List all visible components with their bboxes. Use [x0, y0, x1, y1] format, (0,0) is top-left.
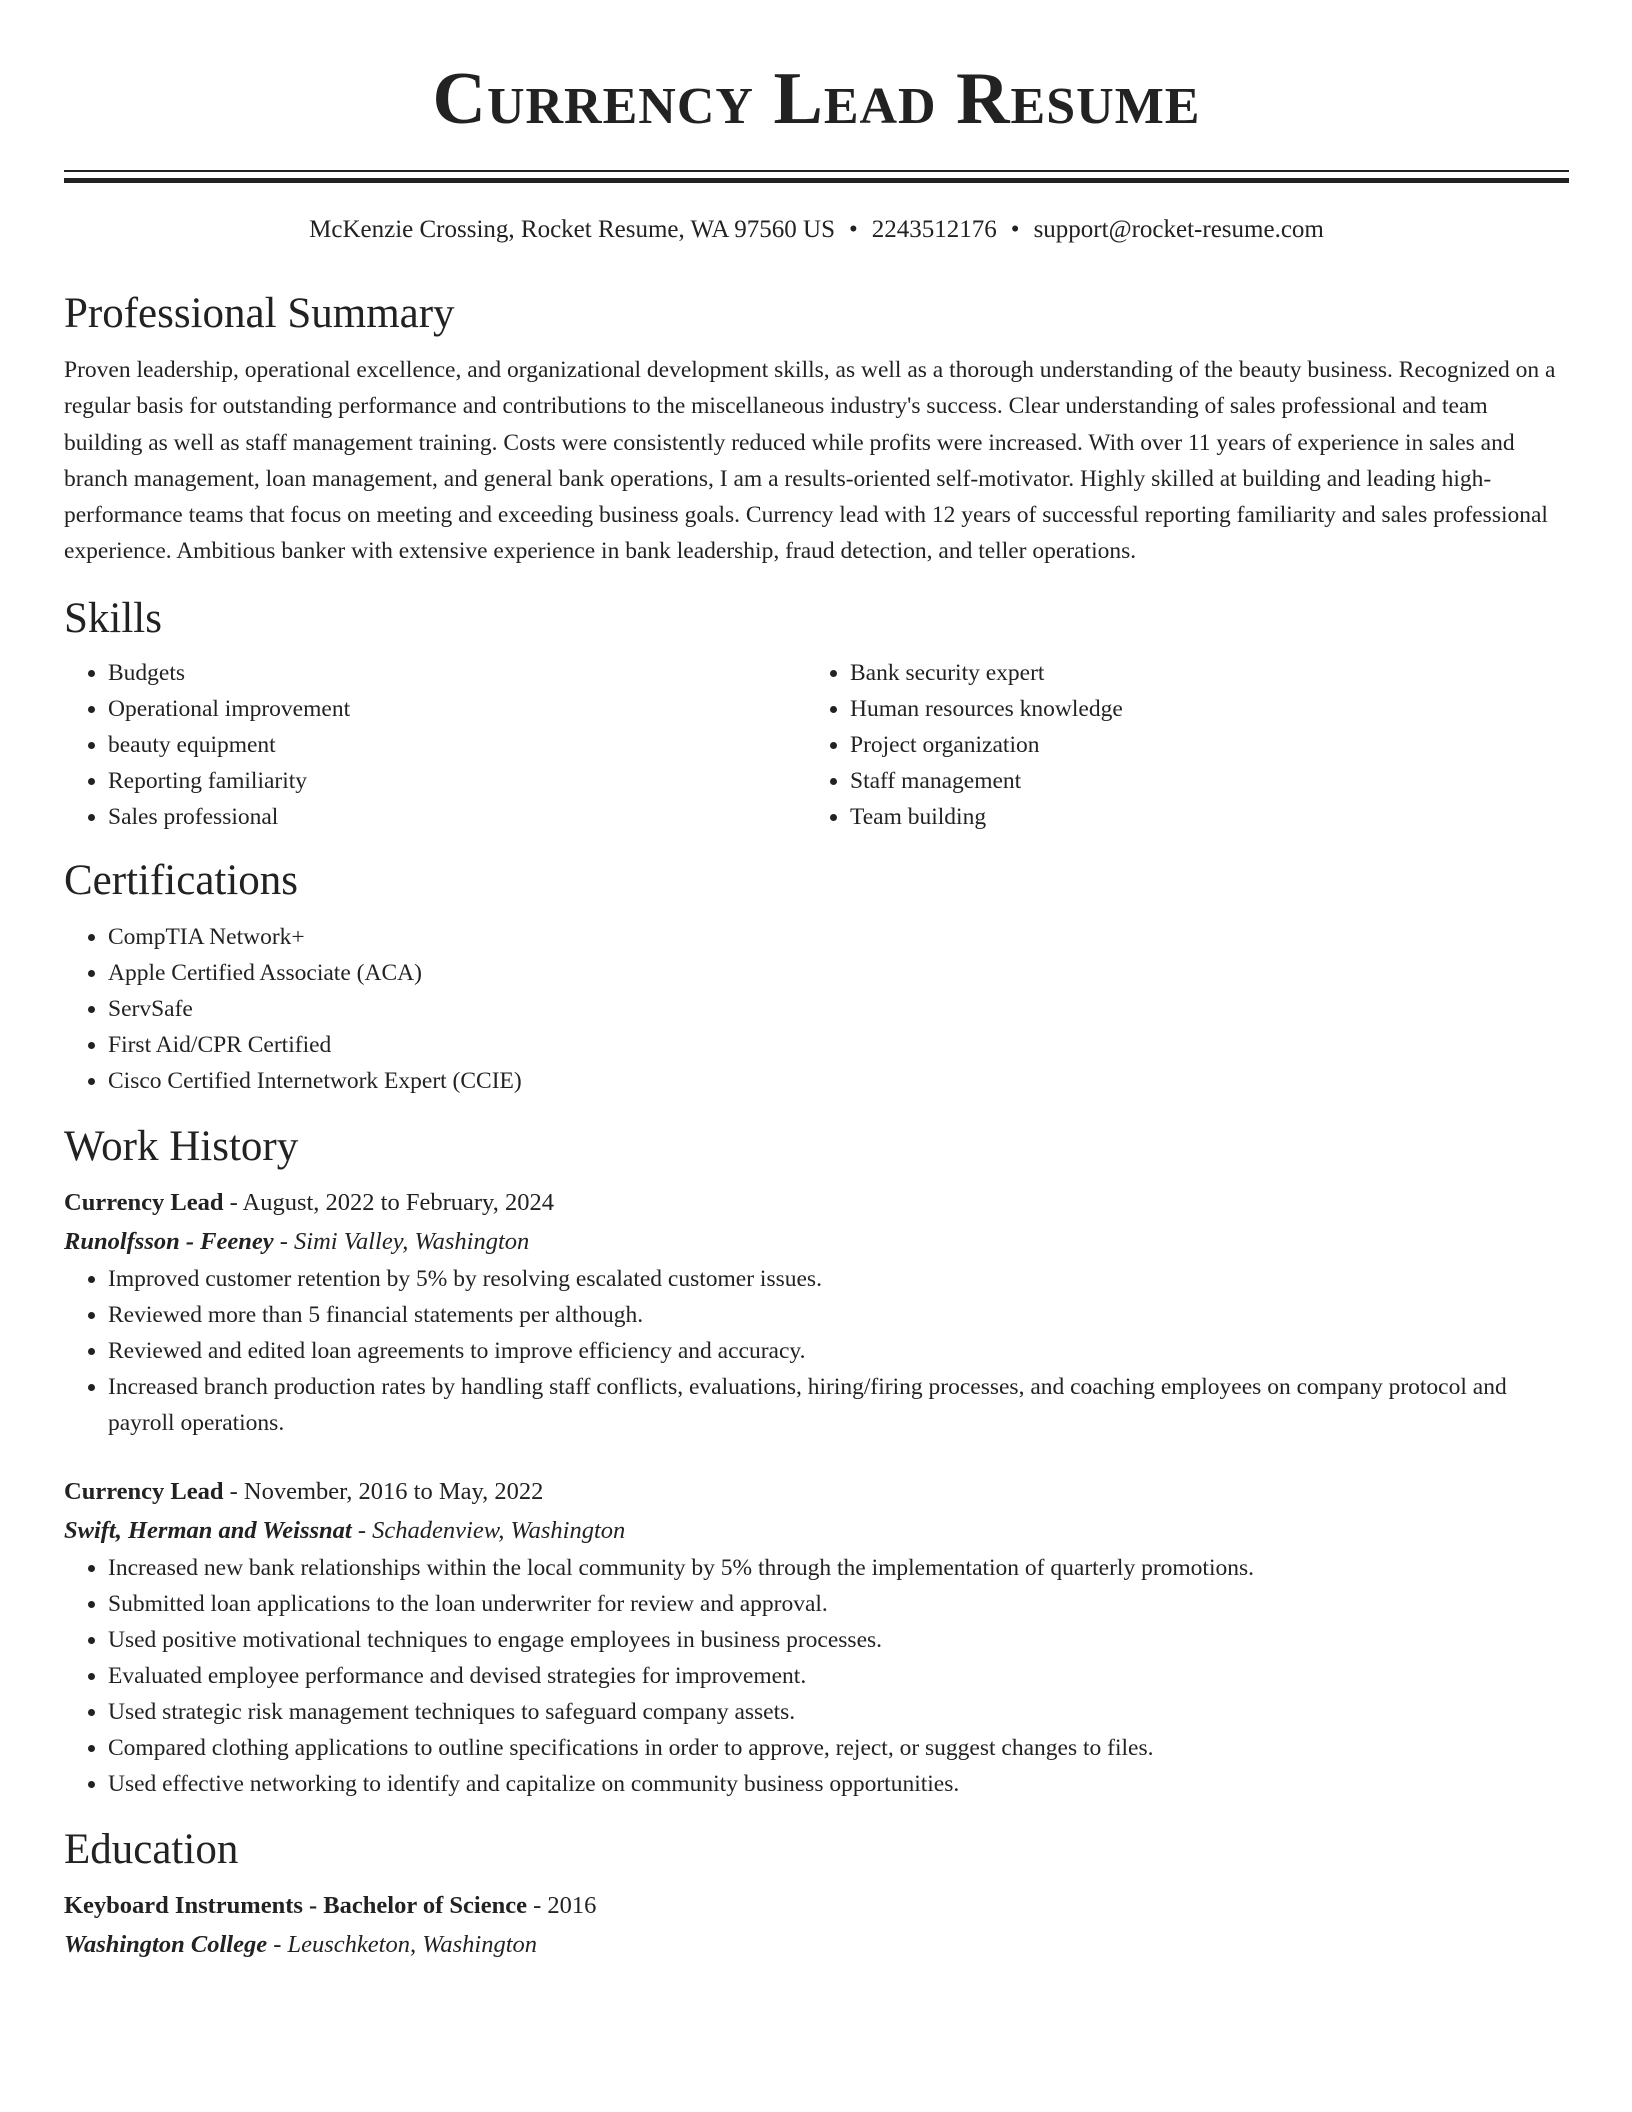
skill-item: • Operational improvement	[108, 691, 806, 727]
certification-item: • Cisco Certified Internetwork Expert (CCIE)	[108, 1063, 1569, 1099]
section-heading-summary: Professional Summary	[64, 290, 455, 337]
job-bullet: • Used positive motivational techniques to engage employees in business processes.	[108, 1622, 1569, 1658]
education-location: - Leuschketon, Washington	[267, 1930, 538, 1958]
summary-section	[64, 288, 1569, 570]
skill-item: • Human resources knowledge	[850, 691, 1548, 727]
job-title-line	[64, 1472, 1569, 1511]
job-dates: - August, 2022 to February, 2024	[223, 1188, 554, 1216]
education-degree-line	[64, 1886, 1569, 1925]
education-section	[64, 1824, 1569, 1964]
contact-line	[64, 214, 1569, 246]
skill-item: • Budgets	[108, 655, 806, 691]
skills-column-right	[806, 655, 1548, 835]
education-degree: Keyboard Instruments - Bachelor of Science	[64, 1891, 527, 1919]
job-bullet: • Reviewed more than 5 financial statements per although.	[108, 1297, 1569, 1333]
education-school-line	[64, 1925, 1569, 1964]
job-entry	[64, 1472, 1569, 1802]
job-bullet: • Used effective networking to identify and capitalize on community business opportunities.	[108, 1766, 1569, 1802]
job-company-line	[64, 1511, 1569, 1550]
job-bullet: • Submitted loan applications to the loan underwriter for review and approval.	[108, 1586, 1569, 1622]
job-company: Runolfsson - Feeney	[64, 1227, 274, 1255]
job-bullet: • Increased branch production rates by handling staff conflicts, evaluations, hiring/firing processes, and coaching employees on company protocol and payroll operations.	[108, 1369, 1569, 1441]
resume-title: Currency Lead Resume	[432, 58, 1201, 140]
skill-item: • Sales professional	[108, 799, 806, 835]
skill-item: • Bank security expert	[850, 655, 1548, 691]
section-heading-certifications: Certifications	[64, 856, 299, 904]
skill-item: • Team building	[850, 799, 1548, 835]
job-location: - Schadenview, Washington	[351, 1516, 626, 1544]
job-title: Currency Lead	[64, 1188, 224, 1216]
section-heading-education: Education	[64, 1825, 239, 1873]
job-bullet: • Evaluated employee performance and devised strategies for improvement.	[108, 1658, 1569, 1694]
section-heading-work-history: Work History	[64, 1122, 299, 1170]
contact-phone: 2243512176	[871, 216, 997, 243]
skills-grid	[64, 655, 1569, 835]
title-divider-thin	[64, 170, 1569, 172]
job-company: Swift, Herman and Weissnat	[64, 1516, 352, 1544]
work-history-section	[64, 1121, 1569, 1802]
skill-item: • Project organization	[850, 727, 1548, 763]
skills-section	[64, 593, 1569, 835]
job-title-line	[64, 1183, 1569, 1222]
job-bullet: • Reviewed and edited loan agreements to improve efficiency and accuracy.	[108, 1333, 1569, 1369]
resume-page	[64, 0, 1569, 1964]
certification-item: • Apple Certified Associate (ACA)	[108, 955, 1569, 991]
certification-item: • CompTIA Network+	[108, 919, 1569, 955]
certifications-section	[64, 855, 1569, 1099]
education-entry	[64, 1886, 1569, 1964]
job-title: Currency Lead	[64, 1477, 224, 1505]
job-dates: - November, 2016 to May, 2022	[223, 1477, 544, 1505]
education-year: - 2016	[526, 1891, 597, 1919]
contact-separator: •	[1010, 216, 1020, 243]
contact-email: support@rocket-resume.com	[1033, 216, 1324, 243]
job-bullet: • Increased new bank relationships within the local community by 5% through the implementation of quarterly promotions.	[108, 1550, 1569, 1586]
contact-address: McKenzie Crossing, Rocket Resume, WA 97560 US	[309, 216, 836, 243]
certification-item: • ServSafe	[108, 991, 1569, 1027]
contact-separator: •	[849, 216, 858, 243]
section-heading-skills: Skills	[64, 594, 162, 642]
skill-item: • Staff management	[850, 763, 1548, 799]
job-bullet: • Compared clothing applications to outline specifications in order to approve, reject, or suggest changes to files.	[108, 1730, 1569, 1766]
job-bullet: • Improved customer retention by 5% by resolving escalated customer issues.	[108, 1261, 1569, 1297]
job-location: - Simi Valley, Washington	[273, 1227, 530, 1255]
job-entry	[64, 1183, 1569, 1441]
skills-column-left	[64, 655, 806, 835]
skill-item: • Reporting familiarity	[108, 763, 806, 799]
education-school: Washington College	[64, 1930, 268, 1958]
job-bullet: • Used strategic risk management techniques to safeguard company assets.	[108, 1694, 1569, 1730]
summary-text: Proven leadership, operational excellence, and organizational development skills, as well as a thorough understanding of the beauty business. Recognized on a regular basis for outstanding performance and contributions to the miscellaneous industry's success. Clear understanding of sales professional and team building as well as staff management training. Costs were consistently reduced while profits were increased. With over 11 years of experience in sales and branch management, loan management, and general bank operations, I am a results-oriented self-motivator. Highly skilled at building and leading high-performance teams that focus on meeting and exceeding business goals. Currency lead with 12 years of successful reporting familiarity and sales professional experience. Ambitious banker with extensive experience in bank leadership, fraud detection, and teller operations.	[64, 357, 1556, 565]
job-company-line	[64, 1222, 1569, 1261]
certification-item: • First Aid/CPR Certified	[108, 1027, 1569, 1063]
skill-item: • beauty equipment	[108, 727, 806, 763]
title-divider-thick	[64, 178, 1569, 183]
